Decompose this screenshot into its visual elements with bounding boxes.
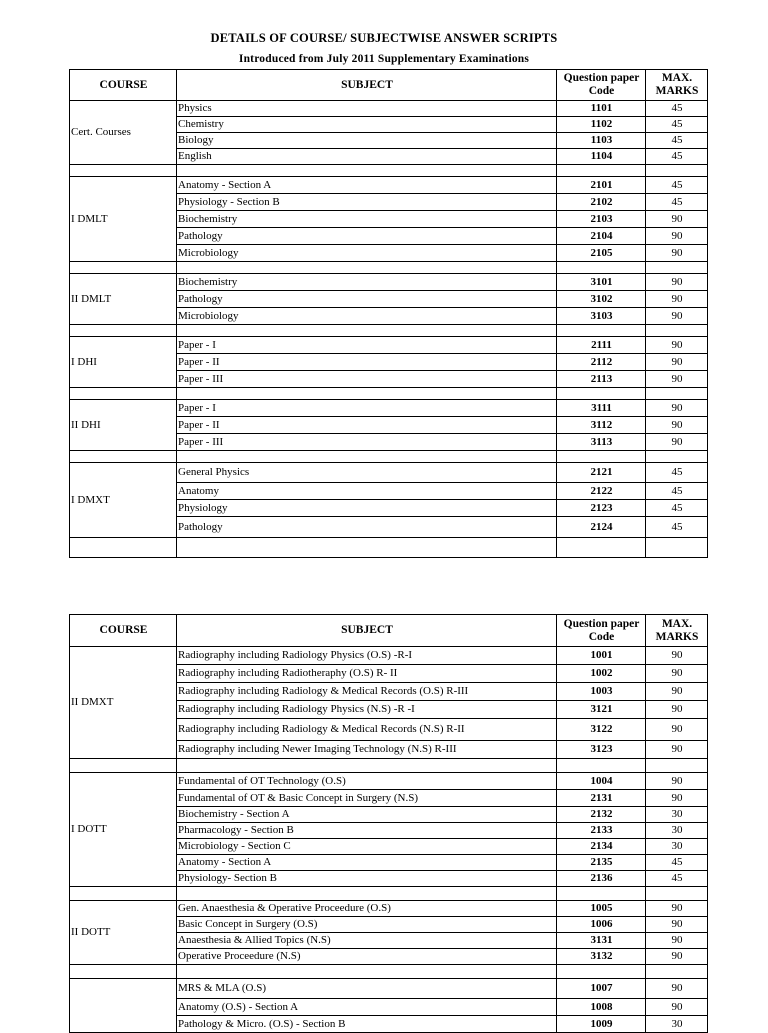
code-cell: 2102 bbox=[557, 194, 646, 211]
subject-header: SUBJECT bbox=[177, 615, 557, 647]
empty-cell bbox=[70, 451, 177, 463]
marks-cell: 90 bbox=[646, 354, 708, 371]
empty-cell bbox=[177, 887, 557, 901]
empty-cell bbox=[646, 538, 708, 558]
empty-cell bbox=[557, 538, 646, 558]
spacer-row bbox=[70, 887, 708, 901]
code-cell: 2133 bbox=[557, 823, 646, 839]
subject-cell: Radiography including Radiology Physics (O.S) -R-I bbox=[177, 647, 557, 665]
marks-cell: 90 bbox=[646, 211, 708, 228]
marks-cell: 90 bbox=[646, 337, 708, 354]
marks-cell: 90 bbox=[646, 741, 708, 759]
document-title: DETAILS OF COURSE/ SUBJECTWISE ANSWER SCRIPTS bbox=[210, 31, 558, 45]
marks-cell: 90 bbox=[646, 933, 708, 949]
subject-cell: Paper - II bbox=[177, 417, 557, 434]
empty-cell bbox=[70, 965, 177, 979]
code-cell: 2124 bbox=[557, 517, 646, 538]
marks-header: MAX. MARKS bbox=[646, 615, 708, 647]
subject-cell: Radiography including Radiotheraphy (O.S) R- II bbox=[177, 665, 557, 683]
code-cell: 1005 bbox=[557, 901, 646, 917]
empty-cell bbox=[177, 165, 557, 177]
subject-cell: Anaesthesia & Allied Topics (N.S) bbox=[177, 933, 557, 949]
marks-cell: 90 bbox=[646, 274, 708, 291]
table-row bbox=[70, 773, 708, 790]
spacer-row bbox=[70, 165, 708, 177]
empty-cell bbox=[70, 262, 177, 274]
empty-cell bbox=[177, 262, 557, 274]
subject-cell: Microbiology bbox=[177, 245, 557, 262]
table-row bbox=[70, 979, 708, 999]
subject-cell: Fundamental of OT Technology (O.S) bbox=[177, 773, 557, 790]
empty-cell bbox=[646, 759, 708, 773]
marks-cell: 30 bbox=[646, 839, 708, 855]
table-header-row bbox=[70, 70, 708, 101]
subject-cell: Microbiology bbox=[177, 308, 557, 325]
empty-cell bbox=[646, 451, 708, 463]
marks-cell: 45 bbox=[646, 463, 708, 483]
subject-cell: Paper - III bbox=[177, 434, 557, 451]
empty-cell bbox=[177, 451, 557, 463]
empty-cell bbox=[646, 262, 708, 274]
empty-cell bbox=[646, 887, 708, 901]
code-cell: 3123 bbox=[557, 741, 646, 759]
subject-cell: Physiology bbox=[177, 500, 557, 517]
code-cell: 2132 bbox=[557, 807, 646, 823]
marks-cell: 90 bbox=[646, 683, 708, 701]
marks-cell: 45 bbox=[646, 855, 708, 871]
empty-cell bbox=[70, 165, 177, 177]
marks-cell: 90 bbox=[646, 434, 708, 451]
answer-scripts-table-1 bbox=[69, 69, 708, 558]
code-cell: 3132 bbox=[557, 949, 646, 965]
subject-cell: Paper - II bbox=[177, 354, 557, 371]
table-row bbox=[70, 901, 708, 917]
subject-cell: Pathology bbox=[177, 228, 557, 245]
code-cell: 2112 bbox=[557, 354, 646, 371]
table-row bbox=[70, 400, 708, 417]
subject-cell: Paper - I bbox=[177, 400, 557, 417]
marks-cell: 90 bbox=[646, 417, 708, 434]
marks-cell: 90 bbox=[646, 949, 708, 965]
code-cell: 3121 bbox=[557, 701, 646, 719]
empty-cell bbox=[557, 965, 646, 979]
code-cell: 1103 bbox=[557, 133, 646, 149]
empty-cell bbox=[70, 759, 177, 773]
marks-cell: 45 bbox=[646, 177, 708, 194]
subject-cell: Biochemistry bbox=[177, 211, 557, 228]
marks-cell: 45 bbox=[646, 101, 708, 117]
marks-cell: 45 bbox=[646, 117, 708, 133]
subject-cell: Paper - III bbox=[177, 371, 557, 388]
subject-cell: Physiology - Section B bbox=[177, 194, 557, 211]
code-cell: 2136 bbox=[557, 871, 646, 887]
table-row bbox=[70, 101, 708, 117]
subject-cell: Biology bbox=[177, 133, 557, 149]
subject-cell: Radiography including Radiology Physics (N.S) -R -I bbox=[177, 701, 557, 719]
code-header: Question paper Code bbox=[557, 615, 646, 647]
code-cell: 2131 bbox=[557, 790, 646, 807]
code-cell: 1003 bbox=[557, 683, 646, 701]
code-cell: 1007 bbox=[557, 979, 646, 999]
marks-cell: 90 bbox=[646, 773, 708, 790]
marks-cell: 45 bbox=[646, 871, 708, 887]
subject-cell: Operative Proceedure (N.S) bbox=[177, 949, 557, 965]
code-cell: 3113 bbox=[557, 434, 646, 451]
spacer-row bbox=[70, 965, 708, 979]
subject-cell: Physiology- Section B bbox=[177, 871, 557, 887]
table-row bbox=[70, 463, 708, 483]
course-cell: I DMLT bbox=[70, 177, 177, 262]
empty-cell bbox=[646, 325, 708, 337]
course-cell: Cert. Courses bbox=[70, 101, 177, 165]
code-cell: 1104 bbox=[557, 149, 646, 165]
code-cell: 1001 bbox=[557, 647, 646, 665]
subject-cell: Fundamental of OT & Basic Concept in Surgery (N.S) bbox=[177, 790, 557, 807]
code-cell: 2111 bbox=[557, 337, 646, 354]
subject-cell: Pathology bbox=[177, 517, 557, 538]
answer-scripts-table-2 bbox=[69, 614, 708, 1033]
subject-cell: Microbiology - Section C bbox=[177, 839, 557, 855]
subject-cell: Radiography including Radiology & Medical Records (O.S) R-III bbox=[177, 683, 557, 701]
empty-cell bbox=[557, 451, 646, 463]
course-cell: I DOTT bbox=[70, 773, 177, 887]
code-cell: 1008 bbox=[557, 999, 646, 1016]
document-subtitle: Introduced from July 2011 Supplementary Examinations bbox=[238, 53, 530, 65]
code-cell: 3103 bbox=[557, 308, 646, 325]
marks-cell: 90 bbox=[646, 245, 708, 262]
code-cell: 2101 bbox=[557, 177, 646, 194]
code-cell: 3112 bbox=[557, 417, 646, 434]
code-cell: 1002 bbox=[557, 665, 646, 683]
marks-header: MAX. MARKS bbox=[646, 70, 708, 101]
table-row bbox=[70, 337, 708, 354]
code-cell: 3102 bbox=[557, 291, 646, 308]
course-cell: II DMLT bbox=[70, 274, 177, 325]
code-cell: 3101 bbox=[557, 274, 646, 291]
marks-cell: 45 bbox=[646, 500, 708, 517]
subject-cell: Gen. Anaesthesia & Operative Proceedure (O.S) bbox=[177, 901, 557, 917]
code-cell: 1006 bbox=[557, 917, 646, 933]
course-cell: II DMXT bbox=[70, 647, 177, 759]
marks-cell: 90 bbox=[646, 901, 708, 917]
marks-cell: 90 bbox=[646, 647, 708, 665]
empty-cell bbox=[557, 325, 646, 337]
subject-cell: Biochemistry bbox=[177, 274, 557, 291]
subject-cell: Pharmacology - Section B bbox=[177, 823, 557, 839]
marks-cell: 45 bbox=[646, 483, 708, 500]
code-cell: 2103 bbox=[557, 211, 646, 228]
subject-cell: General Physics bbox=[177, 463, 557, 483]
marks-cell: 90 bbox=[646, 790, 708, 807]
empty-cell bbox=[177, 759, 557, 773]
code-cell: 1102 bbox=[557, 117, 646, 133]
course-cell: I DHI bbox=[70, 337, 177, 388]
empty-cell bbox=[646, 388, 708, 400]
subject-cell: Paper - I bbox=[177, 337, 557, 354]
spacer-row bbox=[70, 451, 708, 463]
code-cell: 1101 bbox=[557, 101, 646, 117]
subject-cell: Basic Concept in Surgery (O.S) bbox=[177, 917, 557, 933]
table-row bbox=[70, 274, 708, 291]
subject-cell: Chemistry bbox=[177, 117, 557, 133]
course-header: COURSE bbox=[70, 70, 177, 101]
empty-cell bbox=[177, 538, 557, 558]
empty-cell bbox=[557, 165, 646, 177]
code-cell: 2122 bbox=[557, 483, 646, 500]
empty-cell bbox=[177, 325, 557, 337]
subject-cell: Anatomy bbox=[177, 483, 557, 500]
spacer-row bbox=[70, 538, 708, 558]
subject-cell: Biochemistry - Section A bbox=[177, 807, 557, 823]
code-cell: 3131 bbox=[557, 933, 646, 949]
code-cell: 1009 bbox=[557, 1016, 646, 1033]
marks-cell: 90 bbox=[646, 979, 708, 999]
spacer-row bbox=[70, 759, 708, 773]
subject-cell: Radiography including Radiology & Medical Records (N.S) R-II bbox=[177, 719, 557, 741]
code-cell: 2105 bbox=[557, 245, 646, 262]
empty-cell bbox=[557, 887, 646, 901]
marks-cell: 90 bbox=[646, 308, 708, 325]
code-cell: 1004 bbox=[557, 773, 646, 790]
marks-cell: 90 bbox=[646, 665, 708, 683]
code-cell: 2135 bbox=[557, 855, 646, 871]
marks-cell: 90 bbox=[646, 917, 708, 933]
code-header: Question paper Code bbox=[557, 70, 646, 101]
course-cell bbox=[70, 979, 177, 1033]
marks-cell: 45 bbox=[646, 517, 708, 538]
subject-cell: Physics bbox=[177, 101, 557, 117]
empty-cell bbox=[177, 388, 557, 400]
subject-cell: Anatomy (O.S) - Section A bbox=[177, 999, 557, 1016]
marks-cell: 90 bbox=[646, 400, 708, 417]
subject-cell: Pathology & Micro. (O.S) - Section B bbox=[177, 1016, 557, 1033]
empty-cell bbox=[646, 965, 708, 979]
subject-cell: Anatomy - Section A bbox=[177, 177, 557, 194]
marks-cell: 30 bbox=[646, 807, 708, 823]
spacer-row bbox=[70, 262, 708, 274]
table-row bbox=[70, 647, 708, 665]
empty-cell bbox=[557, 262, 646, 274]
empty-cell bbox=[646, 165, 708, 177]
marks-cell: 90 bbox=[646, 371, 708, 388]
course-cell: I DMXT bbox=[70, 463, 177, 538]
empty-cell bbox=[557, 759, 646, 773]
table-header-row bbox=[70, 615, 708, 647]
empty-cell bbox=[70, 538, 177, 558]
empty-cell bbox=[70, 325, 177, 337]
subject-header: SUBJECT bbox=[177, 70, 557, 101]
code-cell: 2123 bbox=[557, 500, 646, 517]
spacer-row bbox=[70, 325, 708, 337]
subject-cell: Pathology bbox=[177, 291, 557, 308]
code-cell: 3111 bbox=[557, 400, 646, 417]
empty-cell bbox=[70, 388, 177, 400]
marks-cell: 90 bbox=[646, 228, 708, 245]
marks-cell: 90 bbox=[646, 291, 708, 308]
marks-cell: 90 bbox=[646, 701, 708, 719]
subject-cell: Anatomy - Section A bbox=[177, 855, 557, 871]
marks-cell: 90 bbox=[646, 719, 708, 741]
subject-cell: English bbox=[177, 149, 557, 165]
marks-cell: 30 bbox=[646, 1016, 708, 1033]
code-cell: 2134 bbox=[557, 839, 646, 855]
empty-cell bbox=[557, 388, 646, 400]
code-cell: 3122 bbox=[557, 719, 646, 741]
code-cell: 2104 bbox=[557, 228, 646, 245]
empty-cell bbox=[177, 965, 557, 979]
marks-cell: 45 bbox=[646, 194, 708, 211]
marks-cell: 45 bbox=[646, 133, 708, 149]
code-cell: 2121 bbox=[557, 463, 646, 483]
table-row bbox=[70, 177, 708, 194]
spacer-row bbox=[70, 388, 708, 400]
marks-cell: 45 bbox=[646, 149, 708, 165]
course-header: COURSE bbox=[70, 615, 177, 647]
course-cell: II DOTT bbox=[70, 901, 177, 965]
empty-cell bbox=[70, 887, 177, 901]
code-cell: 2113 bbox=[557, 371, 646, 388]
subject-cell: Radiography including Newer Imaging Technology (N.S) R-III bbox=[177, 741, 557, 759]
marks-cell: 30 bbox=[646, 823, 708, 839]
subject-cell: MRS & MLA (O.S) bbox=[177, 979, 557, 999]
marks-cell: 90 bbox=[646, 999, 708, 1016]
course-cell: II DHI bbox=[70, 400, 177, 451]
